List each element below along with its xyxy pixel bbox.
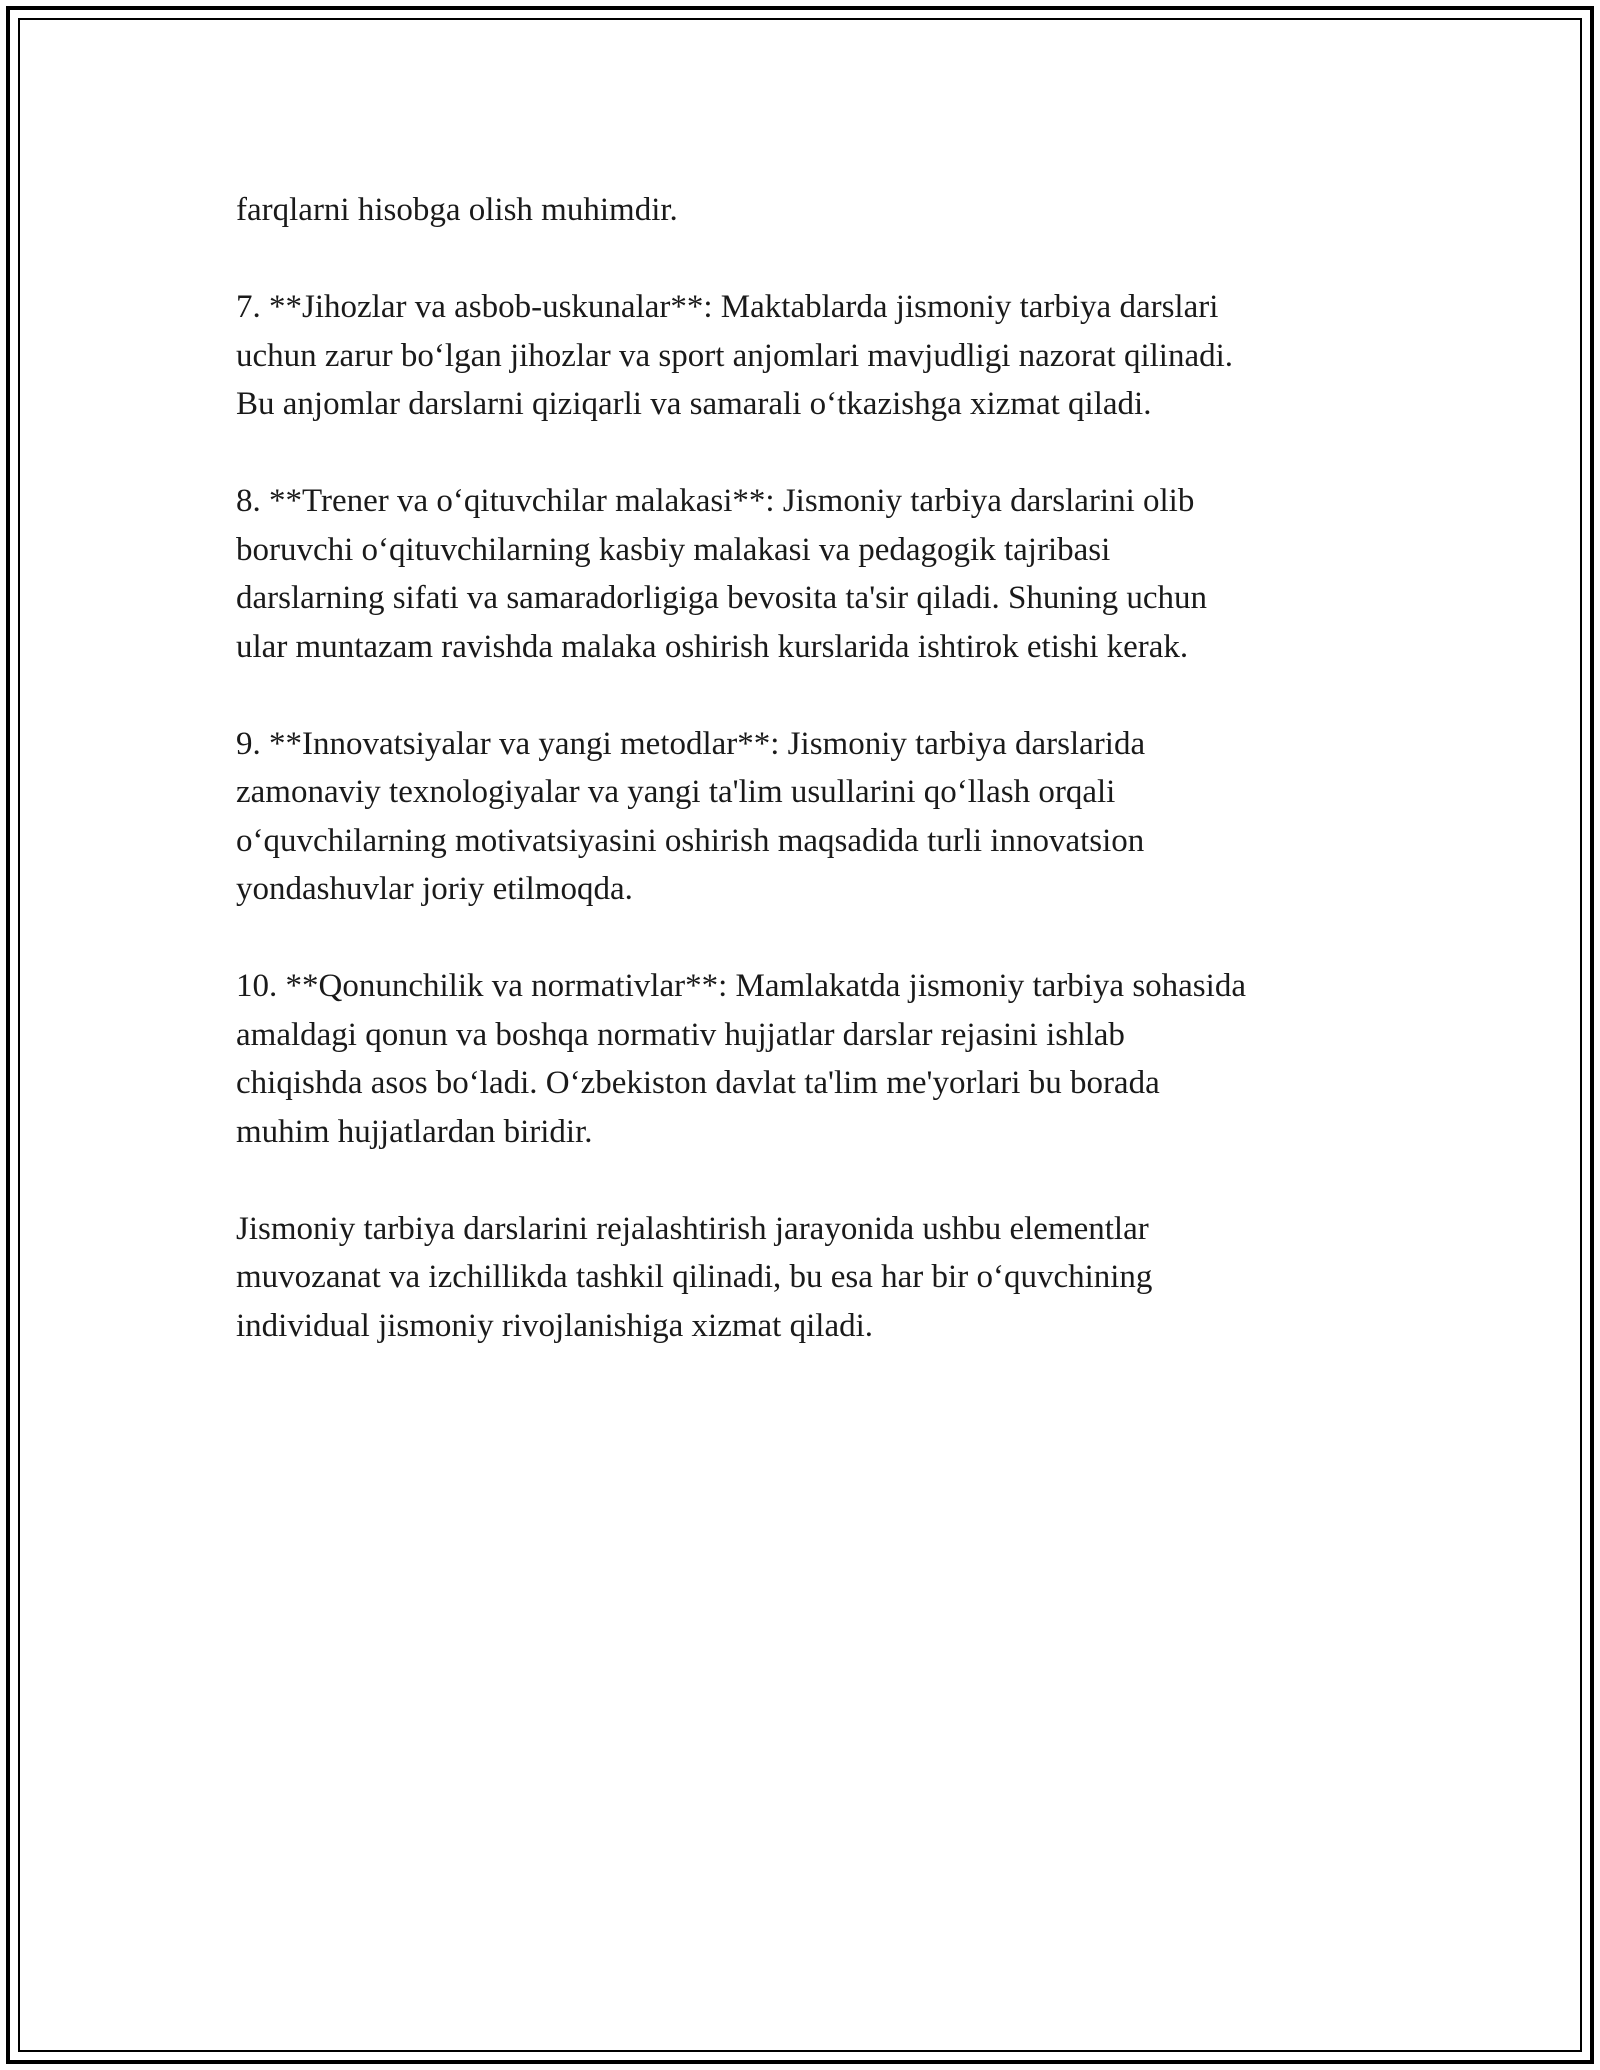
paragraph-item-8: 8. **Trener va o‘qituvchilar malakasi**: Jismoniy tarbiya darslarini olib boruvchi o‘qituvchilarning kasbiy malakasi va pedagogik tajribasi darslarning sifati va samaradorligiga bevosita ta'sir qiladi. Shuning uchun ular muntazam ravishda malaka oshirish kurslarida ishtirok etishi kerak. — [236, 483, 1207, 665]
paragraph-continuation: farqlarni hisobga olish muhimdir. — [236, 192, 678, 228]
paragraph-item-7: 7. **Jihozlar va asbob-uskunalar**: Maktablarda jismoniy tarbiya darslari uchun zarur bo‘lgan jihozlar va sport anjomlari mavjudligi nazorat qilinadi. Bu anjomlar darslarni qiziqarli va samarali o‘tkazishga xizmat qiladi. — [236, 289, 1234, 422]
paragraph-item-10: 10. **Qonunchilik va normativlar**: Mamlakatda jismoniy tarbiya sohasida amaldagi qonun va boshqa normativ hujjatlar darslar rejasini ishlab chiqishda asos bo‘ladi. O‘zbekiston davlat ta'lim me'yorlari bu borada muhim hujjatlardan biridir. — [236, 968, 1246, 1150]
document-body — [236, 186, 1386, 1399]
paragraph-conclusion: Jismoniy tarbiya darslarini rejalashtirish jarayonida ushbu elementlar muvozanat va izchillikda tashkil qilinadi, bu esa har bir o‘quvchining individual jismoniy rivojlanishiga xizmat qiladi. — [236, 1210, 1153, 1344]
paragraph-item-9: 9. **Innovatsiyalar va yangi metodlar**: Jismoniy tarbiya darslarida zamonaviy texnologiyalar va yangi ta'lim usullarini qo‘llash orqali o‘quvchilarning motivatsiyasini oshirish maqsadida turli innovatsion yondashuvlar joriy etilmoqda. — [236, 725, 1146, 907]
